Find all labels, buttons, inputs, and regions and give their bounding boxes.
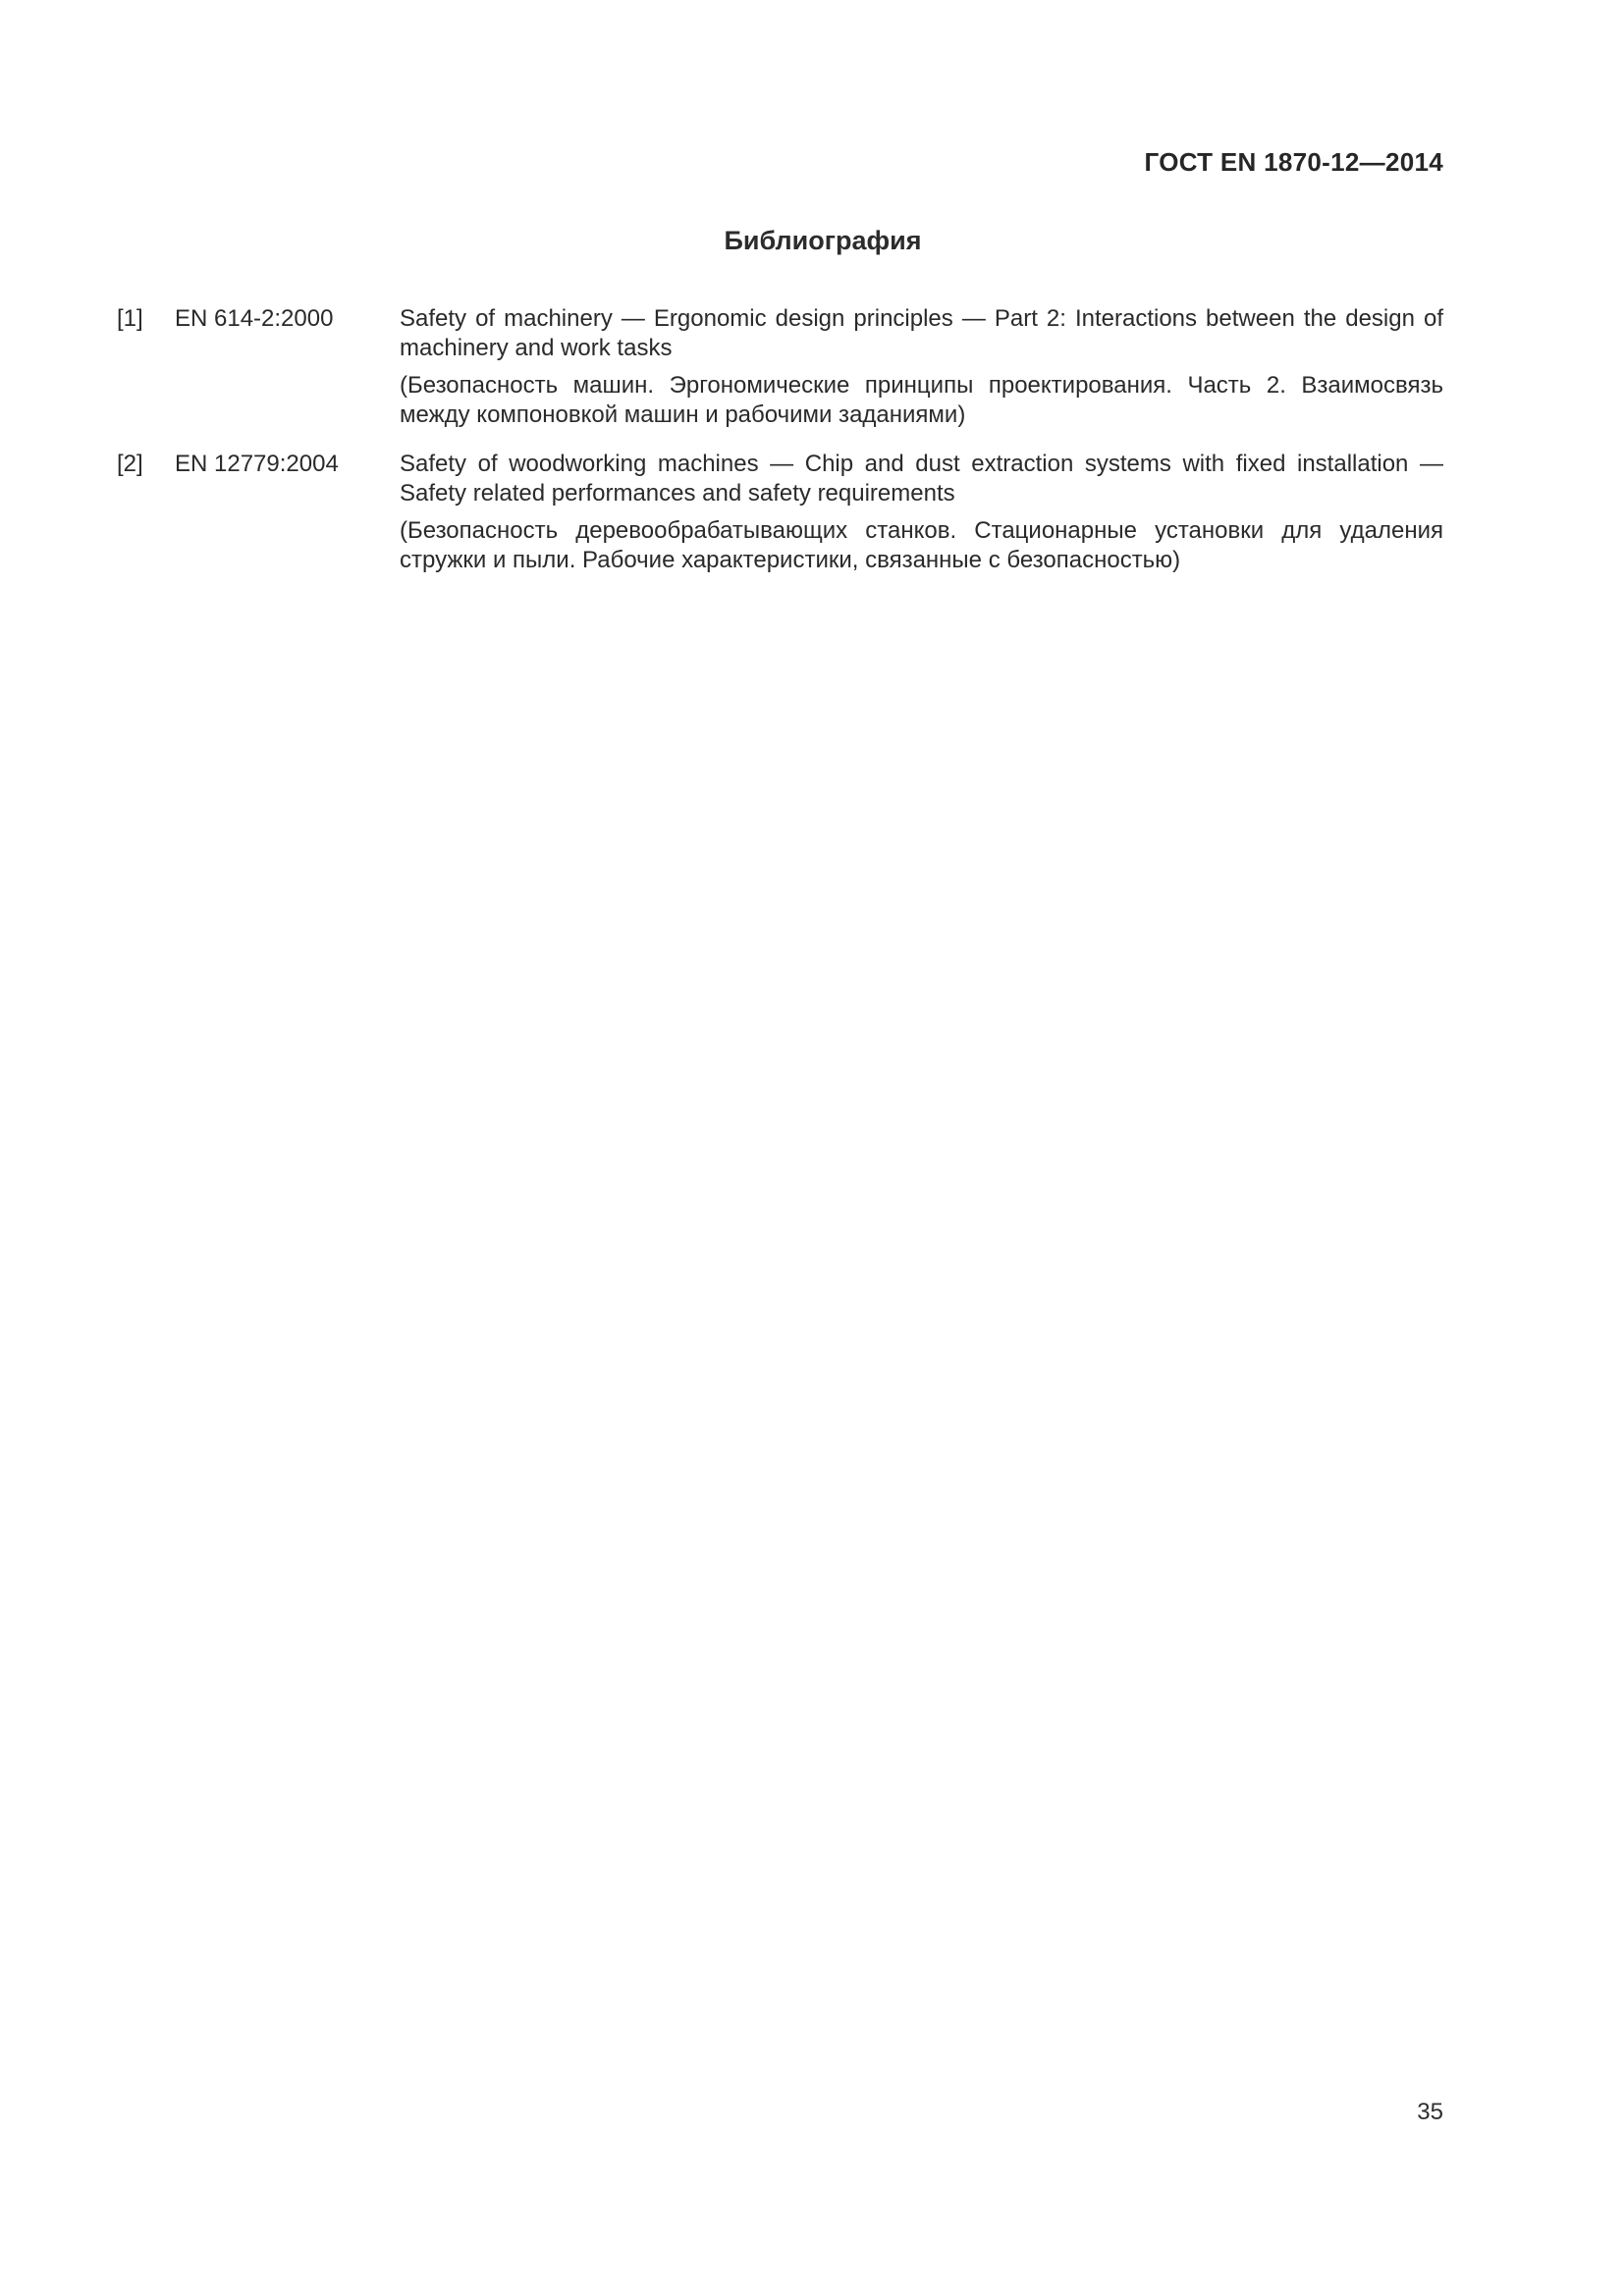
entry-reference: EN 614-2:2000	[175, 305, 334, 332]
section-title: Библиография	[724, 226, 922, 255]
entry-number: [2]	[117, 451, 143, 477]
bibliography-list	[117, 304, 1443, 595]
entry-reference: EN 12779:2004	[175, 451, 339, 477]
bibliography-entry	[117, 450, 1443, 575]
entry-title-en: Safety of woodworking machines — Chip and dust extraction systems with fixed installation — Safety related performances and safety requirements	[400, 451, 1443, 507]
entry-body	[400, 450, 1443, 575]
entry-title-ru: (Безопасность деревообрабатывающих станков. Стационарные установки для удаления стружки и пыли. Рабочие характеристики, связанные с безопасностью)	[400, 517, 1443, 573]
entry-title-ru: (Безопасность машин. Эргономические принципы проектирования. Часть 2. Взаимосвязь между компоновкой машин и рабочими заданиями)	[400, 372, 1443, 428]
page-number: 35	[1417, 2099, 1443, 2125]
entry-number: [1]	[117, 305, 143, 332]
document-code: ГОСТ EN 1870-12—2014	[1144, 147, 1443, 177]
entry-title-en: Safety of machinery — Ergonomic design principles — Part 2: Interactions between the design of machinery and work tasks	[400, 305, 1443, 361]
entry-body	[400, 304, 1443, 430]
bibliography-entry	[117, 304, 1443, 430]
